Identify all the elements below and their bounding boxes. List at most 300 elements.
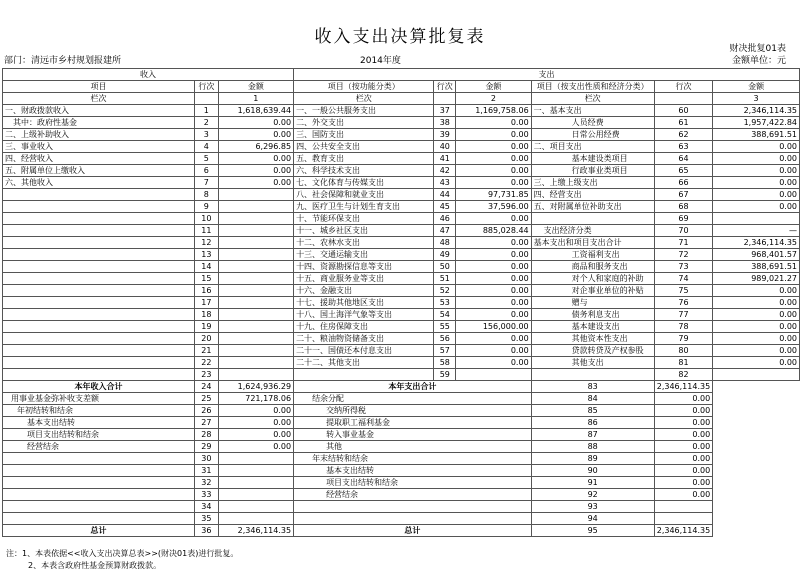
- row-seq: 50: [434, 261, 456, 273]
- amount-cell: [218, 513, 293, 525]
- row-seq: 14: [195, 261, 219, 273]
- amount-cell: [218, 477, 293, 489]
- expense-func-item: 二、外交支出: [294, 117, 434, 129]
- amount-cell: [218, 189, 293, 201]
- table-row: [3, 309, 800, 321]
- row-seq: 92: [531, 489, 654, 501]
- income-item: [3, 513, 195, 525]
- table-row: [3, 225, 800, 237]
- income-header: 收入: [3, 69, 294, 81]
- row-seq: 31: [195, 465, 219, 477]
- row-seq: 48: [434, 237, 456, 249]
- table-row: [3, 453, 800, 465]
- table-row: [3, 357, 800, 369]
- expense-econ-item: 二、项目支出: [531, 141, 654, 153]
- table-row: [3, 249, 800, 261]
- income-item: [3, 213, 195, 225]
- expense-func-item: 七、文化体育与传媒支出: [294, 177, 434, 189]
- table-row: [3, 105, 800, 117]
- amount-cell: 37,596.00: [456, 201, 531, 213]
- amount-cell: 989,021.27: [713, 273, 800, 285]
- table-row: [3, 477, 800, 489]
- row-seq: 11: [195, 225, 219, 237]
- income-total-label: 本年收入合计: [3, 381, 195, 393]
- table-row: [3, 297, 800, 309]
- amount-cell: 0.00: [713, 321, 800, 333]
- amount-cell: 0.00: [713, 189, 800, 201]
- row-seq: 47: [434, 225, 456, 237]
- amount-cell: 0.00: [456, 129, 531, 141]
- row-seq: 61: [654, 117, 712, 129]
- amount-cell: 0.00: [218, 429, 293, 441]
- amount-cell: [218, 501, 293, 513]
- amount-cell: [218, 225, 293, 237]
- expense-func-item: 十八、国土海洋气象等支出: [294, 309, 434, 321]
- amount-cell: 0.00: [218, 405, 293, 417]
- row-seq: 39: [434, 129, 456, 141]
- amount-cell: 0.00: [654, 441, 712, 453]
- expense-econ-item: 贷款转贷及产权参股: [531, 345, 654, 357]
- amount-cell: [456, 369, 531, 381]
- table-row: [3, 141, 800, 153]
- amount-cell: 388,691.51: [713, 261, 800, 273]
- year-label: 2014年度: [360, 56, 401, 66]
- amount-cell: 0.00: [218, 165, 293, 177]
- amount-cell: [654, 513, 712, 525]
- amount-cell: 1,169,758.06: [456, 105, 531, 117]
- expense-econ-item: 基本建设支出: [531, 321, 654, 333]
- col-index-label: 栏次: [294, 93, 434, 105]
- row-seq: 68: [654, 201, 712, 213]
- expense-item: 经营结余: [294, 489, 532, 501]
- amount-cell: [218, 261, 293, 273]
- row-seq: 89: [531, 453, 654, 465]
- expense-econ-item: 五、对附属单位补助支出: [531, 201, 654, 213]
- row-seq: 84: [531, 393, 654, 405]
- empty-cell: [434, 93, 456, 105]
- amount-cell: 0.00: [456, 285, 531, 297]
- row-seq: 90: [531, 465, 654, 477]
- col-index-2: 2: [456, 93, 531, 105]
- income-item: 三、事业收入: [3, 141, 195, 153]
- income-item: 二、上级补助收入: [3, 129, 195, 141]
- income-item: [3, 261, 195, 273]
- row-seq: 49: [434, 249, 456, 261]
- table-row: [3, 417, 800, 429]
- table-row: [3, 333, 800, 345]
- amount-cell: [713, 369, 800, 381]
- table-row: [3, 441, 800, 453]
- table-row: [3, 513, 800, 525]
- footnotes: [6, 548, 238, 572]
- row-seq: 71: [654, 237, 712, 249]
- col-head-amount: 金额: [713, 81, 800, 93]
- row-seq: 30: [195, 453, 219, 465]
- amount-cell: 1,957,422.84: [713, 117, 800, 129]
- expense-header: 支出: [294, 69, 800, 81]
- expense-item: [294, 513, 532, 525]
- expense-func-item: 十五、商业服务业等支出: [294, 273, 434, 285]
- amount-cell: 0.00: [218, 417, 293, 429]
- col-index-3: 3: [713, 93, 800, 105]
- row-seq: 63: [654, 141, 712, 153]
- table-row: [3, 129, 800, 141]
- unit-label: 金额单位：元: [731, 56, 786, 66]
- expense-func-item: [294, 369, 434, 381]
- row-seq: 24: [195, 381, 219, 393]
- amount-cell: 0.00: [456, 213, 531, 225]
- expense-func-item: 二十、粮油物资储备支出: [294, 333, 434, 345]
- amount-cell: 0.00: [456, 177, 531, 189]
- row-seq: 7: [195, 177, 219, 189]
- expense-func-item: 十九、住房保障支出: [294, 321, 434, 333]
- amount-cell: —: [713, 225, 800, 237]
- amount-cell: [218, 297, 293, 309]
- table-row: [3, 429, 800, 441]
- income-item: [3, 309, 195, 321]
- table-row: [3, 465, 800, 477]
- amount-cell: [218, 213, 293, 225]
- amount-cell: 0.00: [456, 261, 531, 273]
- expense-econ-item: 基本建设类项目: [531, 153, 654, 165]
- row-seq: 54: [434, 309, 456, 321]
- expense-func-item: 十六、金融支出: [294, 285, 434, 297]
- row-seq: 85: [531, 405, 654, 417]
- income-item: 四、经营收入: [3, 153, 195, 165]
- row-seq: 41: [434, 153, 456, 165]
- income-item: [3, 273, 195, 285]
- col-index-1: 1: [218, 93, 293, 105]
- amount-cell: [218, 369, 293, 381]
- row-seq: 26: [195, 405, 219, 417]
- expense-func-item: 十一、城乡社区支出: [294, 225, 434, 237]
- row-seq: 21: [195, 345, 219, 357]
- amount-cell: 0.00: [713, 177, 800, 189]
- amount-cell: 0.00: [713, 141, 800, 153]
- row-seq: 69: [654, 213, 712, 225]
- row-seq: 28: [195, 429, 219, 441]
- grand-total-label: 总计: [3, 525, 195, 537]
- row-seq: 40: [434, 141, 456, 153]
- grand-total-label: 总计: [294, 525, 532, 537]
- row-seq: 76: [654, 297, 712, 309]
- expense-econ-item: 四、经营支出: [531, 189, 654, 201]
- amount-cell: 0.00: [654, 429, 712, 441]
- row-seq: 6: [195, 165, 219, 177]
- row-seq: 46: [434, 213, 456, 225]
- amount-cell: 968,401.57: [713, 249, 800, 261]
- expense-func-item: 十二、农林水支出: [294, 237, 434, 249]
- income-item: [3, 465, 195, 477]
- row-seq: 1: [195, 105, 219, 117]
- expense-item: 转入事业基金: [294, 429, 532, 441]
- row-seq: 59: [434, 369, 456, 381]
- expense-item: 项目支出结转和结余: [294, 477, 532, 489]
- amount-cell: 0.00: [713, 333, 800, 345]
- expense-econ-item: 行政事业类项目: [531, 165, 654, 177]
- expense-econ-item: 基本支出和项目支出合计: [531, 237, 654, 249]
- row-seq: 5: [195, 153, 219, 165]
- amount-cell: 2,346,114.35: [713, 237, 800, 249]
- income-total-amount: 1,624,936.29: [218, 381, 293, 393]
- table-row: [3, 189, 800, 201]
- amount-cell: 0.00: [456, 333, 531, 345]
- amount-cell: [218, 321, 293, 333]
- row-seq: 23: [195, 369, 219, 381]
- amount-cell: 0.00: [713, 357, 800, 369]
- table-row: [3, 165, 800, 177]
- amount-cell: 0.00: [456, 357, 531, 369]
- expense-econ-item: 其他支出: [531, 357, 654, 369]
- amount-cell: [713, 213, 800, 225]
- income-item: 一、财政拨款收入: [3, 105, 195, 117]
- income-item: [3, 501, 195, 513]
- page-title: 收入支出决算批复表: [314, 27, 486, 47]
- row-seq: 43: [434, 177, 456, 189]
- totals-row: [3, 381, 800, 393]
- row-seq: 19: [195, 321, 219, 333]
- row-seq: 10: [195, 213, 219, 225]
- row-seq: 67: [654, 189, 712, 201]
- amount-cell: [218, 237, 293, 249]
- amount-cell: [218, 333, 293, 345]
- expense-func-item: 九、医疗卫生与计划生育支出: [294, 201, 434, 213]
- col-index-label: 栏次: [531, 93, 654, 105]
- footnote-1: 注：1、本表依据<<收入支出决算总表>>(财决01表)进行批复。: [6, 549, 239, 558]
- grand-total-amount: 2,346,114.35: [654, 525, 712, 537]
- amount-cell: 0.00: [713, 297, 800, 309]
- expense-econ-item: 工资福利支出: [531, 249, 654, 261]
- expense-func-item: 一、一般公共服务支出: [294, 105, 434, 117]
- row-seq: 77: [654, 309, 712, 321]
- table-row: [3, 285, 800, 297]
- row-seq: 9: [195, 201, 219, 213]
- expense-func-item: 八、社会保障和就业支出: [294, 189, 434, 201]
- row-seq: 27: [195, 417, 219, 429]
- row-seq: 18: [195, 309, 219, 321]
- table-row: [3, 273, 800, 285]
- expense-econ-item: [531, 213, 654, 225]
- table-row: [3, 237, 800, 249]
- row-seq: 73: [654, 261, 712, 273]
- row-seq: 53: [434, 297, 456, 309]
- amount-cell: [218, 453, 293, 465]
- income-item: [3, 489, 195, 501]
- form-code: 财决批复01表: [729, 44, 786, 54]
- expense-func-item: 六、科学技术支出: [294, 165, 434, 177]
- income-item: 六、其他收入: [3, 177, 195, 189]
- amount-cell: 0.00: [218, 129, 293, 141]
- table-row: [3, 489, 800, 501]
- row-seq: 3: [195, 129, 219, 141]
- expense-econ-item: 对企事业单位的补贴: [531, 285, 654, 297]
- amount-cell: 721,178.06: [218, 393, 293, 405]
- expense-econ-item: 支出经济分类: [531, 225, 654, 237]
- row-seq: 91: [531, 477, 654, 489]
- income-item: [3, 345, 195, 357]
- amount-cell: [218, 489, 293, 501]
- table-row: [3, 501, 800, 513]
- amount-cell: 0.00: [456, 297, 531, 309]
- amount-cell: [218, 273, 293, 285]
- amount-cell: 0.00: [713, 201, 800, 213]
- settlement-table: [2, 68, 800, 537]
- row-seq: 51: [434, 273, 456, 285]
- footnote-2: 2、本表含政府性基金预算财政拨款。: [28, 561, 162, 570]
- income-item: [3, 237, 195, 249]
- row-seq: 78: [654, 321, 712, 333]
- expense-total-amount: 2,346,114.35: [654, 381, 712, 393]
- row-seq: 75: [654, 285, 712, 297]
- row-seq: 88: [531, 441, 654, 453]
- row-seq: 94: [531, 513, 654, 525]
- row-seq: 20: [195, 333, 219, 345]
- amount-cell: 97,731.85: [456, 189, 531, 201]
- row-seq: 44: [434, 189, 456, 201]
- expense-econ-item: 一、基本支出: [531, 105, 654, 117]
- expense-econ-item: 其他资本性支出: [531, 333, 654, 345]
- row-seq: 45: [434, 201, 456, 213]
- col-head-seq: 行次: [195, 81, 219, 93]
- expense-func-item: 十三、交通运输支出: [294, 249, 434, 261]
- row-seq: 37: [434, 105, 456, 117]
- income-item: [3, 357, 195, 369]
- table-row: [3, 177, 800, 189]
- expense-total-label: 本年支出合计: [294, 381, 532, 393]
- expense-econ-item: 日常公用经费: [531, 129, 654, 141]
- income-item: 基本支出结转: [3, 417, 195, 429]
- col-head-item-func: 项目（按功能分类）: [294, 81, 434, 93]
- amount-cell: 0.00: [456, 165, 531, 177]
- amount-cell: 0.00: [654, 417, 712, 429]
- amount-cell: [218, 201, 293, 213]
- table-row: [3, 153, 800, 165]
- expense-func-item: 三、国防支出: [294, 129, 434, 141]
- income-item: [3, 369, 195, 381]
- grand-total-amount: 2,346,114.35: [218, 525, 293, 537]
- row-seq: 81: [654, 357, 712, 369]
- row-seq: 16: [195, 285, 219, 297]
- income-item: [3, 189, 195, 201]
- amount-cell: [218, 465, 293, 477]
- row-seq: 35: [195, 513, 219, 525]
- row-seq: 8: [195, 189, 219, 201]
- income-item: 用事业基金弥补收支差额: [3, 393, 195, 405]
- table-row: [3, 213, 800, 225]
- expense-func-item: 四、公共安全支出: [294, 141, 434, 153]
- row-seq: 15: [195, 273, 219, 285]
- expense-econ-item: 赠与: [531, 297, 654, 309]
- income-item: [3, 453, 195, 465]
- expense-item: 年末结转和结余: [294, 453, 532, 465]
- income-item: 其中：政府性基金: [3, 117, 195, 129]
- income-item: 项目支出结转和结余: [3, 429, 195, 441]
- amount-cell: 0.00: [713, 153, 800, 165]
- row-seq: 38: [434, 117, 456, 129]
- col-head-seq: 行次: [434, 81, 456, 93]
- expense-econ-item: 债务利息支出: [531, 309, 654, 321]
- expense-econ-item: 人员经费: [531, 117, 654, 129]
- expense-func-item: 二十一、国债还本付息支出: [294, 345, 434, 357]
- expense-func-item: 十七、援助其他地区支出: [294, 297, 434, 309]
- amount-cell: 0.00: [456, 237, 531, 249]
- row-seq: 74: [654, 273, 712, 285]
- expense-func-item: 二十二、其他支出: [294, 357, 434, 369]
- col-head-amount: 金额: [218, 81, 293, 93]
- amount-cell: 0.00: [456, 153, 531, 165]
- amount-cell: [218, 345, 293, 357]
- row-seq: 72: [654, 249, 712, 261]
- amount-cell: [218, 285, 293, 297]
- row-seq: 29: [195, 441, 219, 453]
- row-seq: 4: [195, 141, 219, 153]
- row-seq: 83: [531, 381, 654, 393]
- expense-item: 提取职工福利基金: [294, 417, 532, 429]
- table-row: [3, 261, 800, 273]
- row-seq: 55: [434, 321, 456, 333]
- amount-cell: 0.00: [218, 117, 293, 129]
- income-item: [3, 201, 195, 213]
- amount-cell: 156,000.00: [456, 321, 531, 333]
- expense-item: 结余分配: [294, 393, 532, 405]
- amount-cell: 0.00: [456, 345, 531, 357]
- empty-cell: [654, 93, 712, 105]
- row-seq: 70: [654, 225, 712, 237]
- row-seq: 33: [195, 489, 219, 501]
- amount-cell: 0.00: [654, 465, 712, 477]
- income-item: 五、附属单位上缴收入: [3, 165, 195, 177]
- empty-cell: [195, 93, 219, 105]
- amount-cell: 0.00: [456, 117, 531, 129]
- row-seq: 12: [195, 237, 219, 249]
- row-seq: 42: [434, 165, 456, 177]
- amount-cell: 0.00: [654, 489, 712, 501]
- col-head-item-econ: 项目（按支出性质和经济分类）: [531, 81, 654, 93]
- row-seq: 22: [195, 357, 219, 369]
- row-seq: 60: [654, 105, 712, 117]
- col-head-amount: 金额: [456, 81, 531, 93]
- amount-cell: [218, 357, 293, 369]
- amount-cell: 0.00: [456, 273, 531, 285]
- row-seq: 86: [531, 417, 654, 429]
- row-seq: 13: [195, 249, 219, 261]
- row-seq: 2: [195, 117, 219, 129]
- income-item: [3, 249, 195, 261]
- expense-item: 基本支出结转: [294, 465, 532, 477]
- row-seq: 95: [531, 525, 654, 537]
- row-seq: 62: [654, 129, 712, 141]
- amount-cell: 0.00: [713, 285, 800, 297]
- row-seq: 34: [195, 501, 219, 513]
- col-index-label: 栏次: [3, 93, 195, 105]
- amount-cell: 1,618,639.44: [218, 105, 293, 117]
- table-row: [3, 405, 800, 417]
- amount-cell: 0.00: [654, 477, 712, 489]
- row-seq: 65: [654, 165, 712, 177]
- amount-cell: 0.00: [713, 165, 800, 177]
- expense-econ-item: 对个人和家庭的补助: [531, 273, 654, 285]
- income-item: 经营结余: [3, 441, 195, 453]
- table-row: [3, 393, 800, 405]
- amount-cell: 6,296.85: [218, 141, 293, 153]
- row-seq: 56: [434, 333, 456, 345]
- col-head-seq: 行次: [654, 81, 712, 93]
- amount-cell: 0.00: [456, 309, 531, 321]
- col-head-item: 项目: [3, 81, 195, 93]
- amount-cell: 885,028.44: [456, 225, 531, 237]
- amount-cell: 2,346,114.35: [713, 105, 800, 117]
- income-item: [3, 297, 195, 309]
